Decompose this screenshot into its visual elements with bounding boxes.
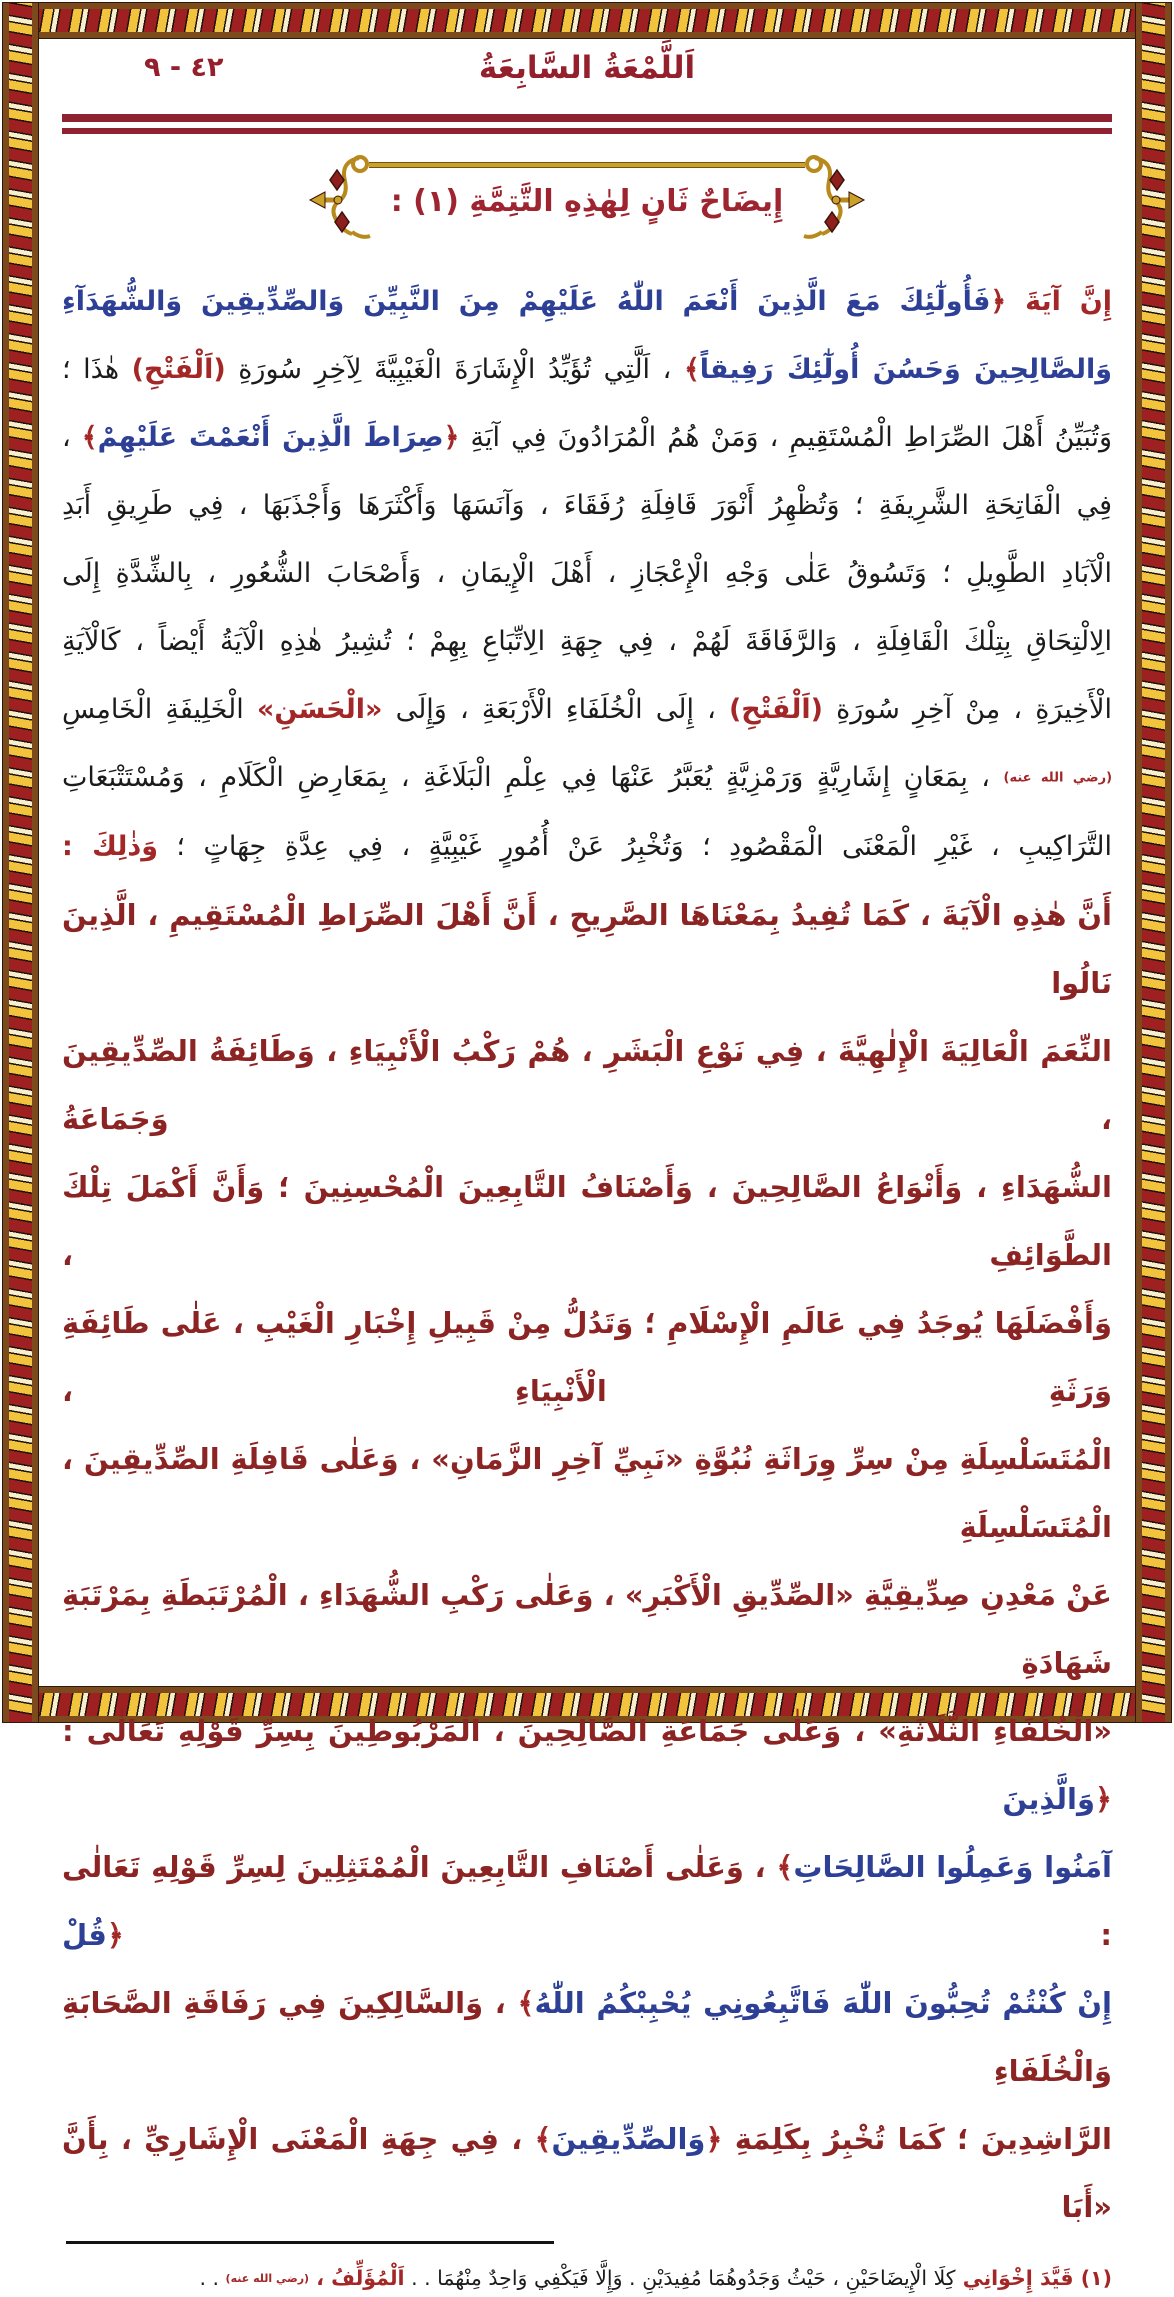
body-line [62,881,1112,1017]
emphasis-red-segment: وَذٰلِكَ : [62,830,158,862]
quran-verse-segment: وَالصِّدِّيقِينَ [551,2121,706,2156]
red-paragraph-segment: أَنَّ هٰذِهِ الْآيَةَ ، كَمَا تُفِيدُ بِمَعْنَاهَا الصَّرِيحِ ، أَنَّ أَهْلَ الصِّرَاطِ الْمُسْتَقِيمِ ، الَّذِينَ نَالُوا [62,897,1112,1000]
body-line [62,1017,1112,1153]
body-line [62,1561,1112,1697]
page-header [62,50,1112,106]
decorative-border-right [1136,3,1171,1722]
quran-verse-segment: وَالَّذِينَ [1002,1781,1095,1816]
quran-close-bracket-icon: ﴾ [776,1849,794,1884]
surah-name-segment: (اَلْفَتْحِ) [131,354,226,385]
body-line [62,1969,1112,2105]
surah-name-segment: (اَلْفَتْحِ) [728,694,823,725]
body-text-segment: ، بِمَعَانٍ إِشَارِيَّةٍ وَرَمْزِيَّةٍ يُعَبَّرُ عَنْهَا فِي عِلْمِ الْبَلَاغَةِ ، بِمَعَارِضِ الْكَلَامِ ، وَمُسْتَتْبَعَاتِ [62,762,1004,793]
body-text-segment: الْأَخِيرَةِ ، مِنْ آخِرِ سُورَةِ [822,694,1112,725]
body-line [62,676,1112,744]
body-line [62,2105,1112,2241]
body-text-segment: الِالْتِحَاقِ بِتِلْكَ الْقَافِلَةِ ، وَالرَّفَاقَةَ لَهُمْ ، فِي جِهَةِ الِاتِّبَاعِ بِهِمْ ؛ تُشِيرُ هٰذِهِ الْآيَةُ أَيْضاً ، كَالْآيَةِ [62,626,1112,657]
quran-verse-segment: إِنْ كُنْتُمْ تُحِبُّونَ اللّٰهَ فَاتَّبِعُونِي يُحْبِبْكُمُ اللّٰهُ [534,1985,1112,2020]
quran-open-bracket-icon: ﴿ [106,1917,124,1952]
quran-close-bracket-icon: ﴾ [683,354,700,385]
body-text-segment: . . [199,2265,226,2290]
body-line [62,1833,1112,1969]
body-text-segment: هٰذَا ؛ [62,354,132,385]
author-signature-segment: اَلْمُؤَلِّفُ ، [309,2265,405,2290]
radi-allahu-anhu-seal: (رضي الله عنه) [225,2271,310,2285]
body-line [62,1153,1112,1289]
body-text-segment: التَّرَاكِيبِ ، غَيْرِ الْمَعْنَى الْمَقْصُودِ ؛ وَتُخْبِرُ عَنْ أُمُورٍ غَيْبِيَّةٍ ، فِي عِدَّةِ جِهَاتٍ ؛ [157,830,1112,862]
body-text-segment: كِلَا الْإِيضَاحَيْنِ ، حَيْثُ وَجَدُوهُمَا مُفِيدَيْنِ . وَإِلَّا فَيَكْفِي وَاحِدٌ مِنْهُمَا . . [404,2265,956,2290]
body-text-segment: ، اَلَّتِي تُؤَيِّدُ الْإِشَارَةَ الْغَيْبِيَّةَ لِآخِرِ سُورَةِ [225,354,684,385]
red-paragraph-segment: الرَّاشِدِينَ ؛ كَمَا تُخْبِرُ بِكَلِمَةِ [722,2121,1112,2156]
body-line [62,268,1112,336]
quran-close-bracket-icon: ﴾ [81,422,98,453]
quran-open-bracket-icon: ﴿ [1095,1781,1112,1816]
body-line [62,1289,1112,1425]
body-text-segment: ، إِلَى الْخُلَفَاءِ الْأَرْبَعَةِ ، وَإِلَى [382,694,729,725]
footnote-text [62,2260,1112,2297]
body-line [62,608,1112,676]
body-line [62,1697,1112,1833]
body-line [62,813,1112,881]
page-number: ٤٢ - ٩ [144,52,224,83]
body-line [62,540,1112,608]
red-paragraph-segment: ، وَعَلٰى أَصْنَافِ التَّابِعِينَ الْمُمْتَثِلِينَ لِسِرِّ قَوْلِهِ تَعَالٰى : [62,1849,1112,1952]
red-paragraph-segment: «الْخُلَفَاءِ الثَّلَاثَةِ» ، وَعَلٰى جَمَاعَةِ الصَّالِحِينَ ، الْمَرْبُوطِينَ بِسِرِّ قَوْلِهِ تَعَالٰى : [62,1713,1112,1748]
body-line [62,1425,1112,1561]
name-emphasis-segment: «الْحَسَنِ» [256,694,383,725]
body-text-segment: الْآبَادِ الطَّوِيلِ ؛ وَتَسُوقُ عَلٰى وَجْهِ الْإِعْجَازِ ، أَهْلَ الْإِيمَانِ ، وَأَصْحَابَ الشُّعُورِ ، بِالشِّدَّةِ إِلَى [62,558,1112,589]
footnote-divider [62,2241,1112,2244]
quran-verse-segment: صِرَاطَ الَّذِينَ أَنْعَمْتَ عَلَيْهِمْ [97,422,444,453]
footnote-number-segment: (١) قَيَّدَ إِخْوَانِي [955,2265,1112,2290]
decorative-border-top [3,3,1171,38]
section-cartouche [317,152,857,252]
body-line [62,336,1112,404]
page-title: اَللَّمْعَةُ السَّابِعَةُ [478,50,696,86]
page-content [62,46,1113,2290]
quran-close-bracket-icon: ﴾ [534,2121,552,2156]
body-line [62,404,1112,472]
section-title: إِيضَاحٌ ثَانٍ لِهٰذِهِ التَّتِمَّةِ (١) : [390,184,784,219]
body-text [62,268,1112,2241]
quran-open-bracket-icon: ﴿ [705,2121,723,2156]
red-paragraph-segment: وَأَفْضَلَهَا يُوجَدُ فِي عَالَمِ الْإِسْلَامِ ؛ وَتَدُلُّ مِنْ قَبِيلِ إِخْبَارِ الْغَيْبِ ، عَلٰى طَائِفَةِ وَرَثَةِ الْأَنْبِيَاءِ ، [62,1305,1112,1408]
red-paragraph-segment: الْمُتَسَلْسِلَةِ مِنْ سِرِّ وِرَاثَةِ نُبُوَّةِ «نَبِيِّ آخِرِ الزَّمَانِ» ، وَعَلٰى قَافِلَةِ الصِّدِّيقِينَ ، الْمُتَسَلْسِلَةِ [62,1441,1112,1544]
red-paragraph-segment: عَنْ مَعْدِنِ صِدِّيقِيَّةِ «الصِّدِّيقِ الْأَكْبَرِ» ، وَعَلٰى رَكْبِ الشُّهَدَاءِ ، الْمُرْتَبَطَةِ بِمَرْتَبَةِ شَهَادَةِ [62,1577,1112,1680]
radi-allahu-anhu-seal: (رضي الله عنه) [1003,770,1113,786]
quran-verse-segment: آمَنُوا وَعَمِلُوا الصَّالِحَاتِ [793,1849,1112,1884]
header-divider [62,114,1112,134]
quran-verse-segment: فَأُولٰٓئِكَ مَعَ الَّذِينَ أَنْعَمَ اللّٰهُ عَلَيْهِمْ مِنَ النَّبِيِّنَ وَالصِّدِّيقِينَ وَالشُّهَدَآءِ [62,286,991,317]
cartouche-rule [369,163,805,167]
body-line [62,744,1112,813]
body-line [62,472,1112,540]
quran-close-bracket-icon: ﴾ [517,1985,535,2020]
red-paragraph-segment: ، وَالسَّالِكِينَ فِي رَفَاقَةِ الصَّحَابَةِ وَالْخُلَفَاءِ [62,1985,1112,2088]
red-paragraph-segment: ، فِي جِهَةِ الْمَعْنَى الْإِشَارِيِّ ، بِأَنَّ «أَبَا [62,2121,1112,2224]
quran-verse-segment: قُلْ [62,1917,107,1952]
quran-open-bracket-icon: ﴿ [990,286,1007,317]
emphasis-red-segment: إِنَّ آيَةَ [1006,286,1113,317]
red-paragraph-segment: النِّعَمَ الْعَالِيَةَ الْإِلٰهِيَّةَ ، فِي نَوْعِ الْبَشَرِ ، هُمْ رَكْبُ الْأَنْبِيَاءِ ، وَطَائِفَةُ الصِّدِّيقِينَ ، وَجَمَاعَةُ [62,1033,1112,1136]
body-text-segment: وَتُبَيِّنُ أَهْلَ الصِّرَاطِ الْمُسْتَقِيمِ ، وَمَنْ هُمُ الْمُرَادُونَ فِي آيَةِ [459,422,1113,453]
quran-open-bracket-icon: ﴿ [443,422,460,453]
body-text-segment: فِي الْفَاتِحَةِ الشَّرِيفَةِ ؛ وَتُظْهِرُ أَنْوَرَ قَافِلَةِ رُفَقَاءَ ، وَآنَسَهَا وَأَكْثَرَهَا وَأَجْذَبَهَا ، فِي طَرِيقِ أَبَدِ [62,490,1112,521]
quran-verse-segment: وَالصَّالِحِينَ وَحَسُنَ أُولٰٓئِكَ رَفِيقاً [699,354,1112,385]
red-paragraph-segment: الشُّهَدَاءِ ، وَأَنْوَاعُ الصَّالِحِينَ ، وَأَصْنَافُ التَّابِعِينَ الْمُحْسِنِينَ ؛ وَأَنَّ أَكْمَلَ تِلْكَ الطَّوَائِفِ ، [62,1169,1112,1272]
body-text-segment: الْخَلِيفَةِ الْخَامِسِ [62,694,257,725]
body-text-segment: ، [62,422,82,453]
decorative-border-left [3,3,38,1722]
